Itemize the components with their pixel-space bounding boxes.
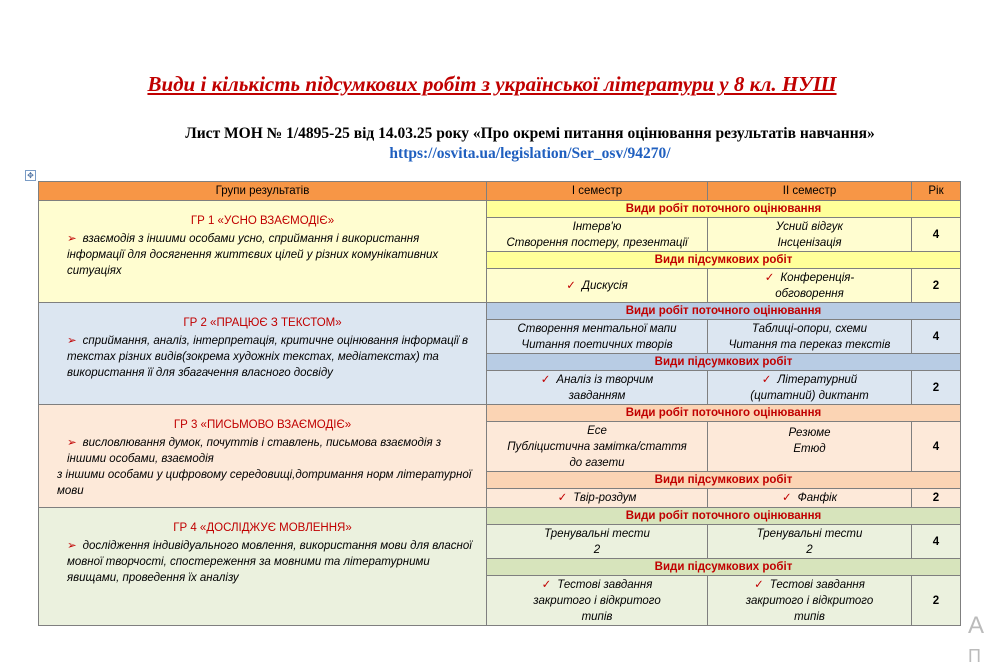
group-1-name: ГР 1 «УСНО ВЗАЄМОДІЄ» — [190, 215, 335, 227]
group-4-cell — [39, 508, 487, 626]
group-1-final-s2 — [708, 269, 912, 303]
cell-line: Конференція- — [780, 271, 855, 284]
assessment-table — [38, 181, 961, 626]
group-4-current-s1 — [487, 525, 708, 559]
group-1-current-year: 4 — [912, 218, 961, 252]
group-3-final-s1 — [487, 489, 708, 508]
group-2-name: ГР 2 «ПРАЦЮЄ З ТЕКСТОМ» — [183, 317, 342, 329]
group-1-current-label: Види робіт поточного оцінювання — [487, 201, 961, 218]
group-3-name: ГР 3 «ПИСЬМОВО ВЗАЄМОДІЄ» — [173, 419, 352, 431]
check-icon: ✓ — [761, 373, 772, 386]
cell-line: Резюме — [788, 427, 831, 439]
cell-line: Створення постеру, презентації — [506, 236, 688, 249]
cell-line: 2 — [806, 543, 813, 556]
group-4-name: ГР 4 «ДОСЛІДЖУЄ МОВЛЕННЯ» — [173, 522, 352, 534]
group-3-current-s2 — [708, 422, 912, 472]
cell-line: Тестові завдання — [769, 578, 865, 591]
group-3-final-s2 — [708, 489, 912, 508]
header-semester-1: І семестр — [487, 182, 708, 201]
group-3-current-s1 — [487, 422, 708, 472]
group-2-desc: сприймання, аналіз, інтерпретація, критичне оцінювання інформації в текстах різних видів(зокрема художніх текстах, медіатекстах) та використання її для збагачення власного досвіду — [67, 335, 469, 379]
cell-line: Інтерв'ю — [572, 220, 622, 233]
cell-line: завданням — [568, 389, 626, 402]
cell-line: Тренувальні тести — [756, 527, 863, 540]
group-4-final-label: Види підсумкових робіт — [487, 559, 961, 576]
cell-line: Створення ментальної мапи — [517, 322, 677, 335]
cell-line: Інсценізація — [777, 236, 842, 249]
group-1-final-year: 2 — [912, 269, 961, 303]
group-4-final-s2 — [708, 576, 912, 626]
header-groups: Групи результатів — [39, 182, 487, 201]
group-4-current-year: 4 — [912, 525, 961, 559]
group-3-current-label: Види робіт поточного оцінювання — [487, 405, 961, 422]
group-2-cell — [39, 303, 487, 405]
check-icon: ✓ — [541, 578, 552, 591]
group-1-current-s2 — [708, 218, 912, 252]
arrow-bullet-icon: ➢ — [67, 540, 77, 552]
cell-line: Твір-роздум — [573, 492, 637, 504]
check-icon: ✓ — [540, 373, 551, 386]
cell-line: типів — [794, 610, 825, 623]
cell-line: Читання поетичних творів — [521, 338, 673, 351]
document-subtitle: Лист МОН № 1/4895-25 від 14.03.25 року «Про окремі питання оцінювання результатів навчання» — [185, 125, 875, 142]
group-3-current-year: 4 — [912, 422, 961, 472]
cell-line: закритого і відкритого — [745, 594, 874, 607]
watermark-letter: А — [968, 612, 984, 639]
check-icon: ✓ — [764, 271, 775, 284]
arrow-bullet-icon: ➢ — [67, 335, 77, 347]
group-1-desc: взаємодія з іншими особами усно, сприймання і використання інформації для досягнення життєвих цілей у різних комунікативних ситуаціях — [67, 233, 439, 277]
watermark-letter-2: П — [968, 646, 981, 666]
arrow-bullet-icon: ➢ — [67, 233, 77, 245]
cell-line: Публіцистична замітка/стаття — [507, 440, 687, 453]
group-4-final-s1 — [487, 576, 708, 626]
check-icon: ✓ — [781, 492, 792, 504]
source-link[interactable]: https://osvita.ua/legislation/Ser_osv/94270/ — [389, 145, 671, 162]
cell-line: Тестові завдання — [557, 578, 653, 591]
cell-line: Читання та переказ текстів — [728, 338, 891, 351]
group-2-current-label: Види робіт поточного оцінювання — [487, 303, 961, 320]
group-3-desc-2: з іншими особами у цифровому середовищі,дотримання норм літературної мови — [57, 469, 472, 497]
cell-line: Тренувальні тести — [544, 527, 650, 540]
cell-line: Фанфік — [797, 492, 838, 504]
header-year: Рік — [912, 182, 961, 201]
cell-line: (цитатний) диктант — [750, 389, 869, 402]
check-icon: ✓ — [754, 578, 764, 591]
cell-line: Есе — [587, 424, 607, 437]
group-2-final-label: Види підсумкових робіт — [487, 354, 961, 371]
group-2-final-s2 — [708, 371, 912, 405]
group-2-current-year: 4 — [912, 320, 961, 354]
group-3-final-year: 2 — [912, 489, 961, 508]
cell-line: Дискусія — [581, 279, 628, 292]
check-icon: ✓ — [557, 492, 568, 504]
arrow-bullet-icon: ➢ — [67, 437, 77, 449]
group-1-final-s1 — [487, 269, 708, 303]
group-4-current-label: Види робіт поточного оцінювання — [487, 508, 961, 525]
cell-line: Усний відгук — [776, 220, 843, 233]
group-2-final-year: 2 — [912, 371, 961, 405]
cell-line: Аналіз із творчим — [556, 373, 654, 386]
group-2-current-s2 — [708, 320, 912, 354]
check-icon: ✓ — [566, 279, 576, 292]
cell-line: типів — [581, 610, 613, 623]
group-1-cell — [39, 201, 487, 303]
group-3-desc: висловлювання думок, почуттів і ставлень, письмова взаємодія з іншими особами, взаємодія — [67, 437, 442, 465]
cell-line: закритого і відкритого — [533, 594, 661, 607]
group-4-final-year: 2 — [912, 576, 961, 626]
table-move-handle-icon[interactable]: ✥ — [25, 170, 36, 181]
group-4-current-s2 — [708, 525, 912, 559]
group-4-desc: дослідження індивідуального мовлення, використання мови для власної мовної творчості, спостереження за мовними та літературними явищами, проведення їх аналізу — [67, 540, 472, 584]
group-1-current-s1 — [487, 218, 708, 252]
cell-line: Таблиці-опори, схеми — [751, 322, 868, 335]
cell-line: обговорення — [775, 287, 844, 300]
group-3-final-label: Види підсумкових робіт — [487, 472, 961, 489]
group-2-final-s1 — [487, 371, 708, 405]
cell-line: до газети — [569, 456, 625, 469]
group-1-final-label: Види підсумкових робіт — [487, 252, 961, 269]
group-2-current-s1 — [487, 320, 708, 354]
header-semester-2: ІІ семестр — [708, 182, 912, 201]
group-3-cell — [39, 405, 487, 508]
cell-line: Етюд — [793, 443, 826, 455]
page-title: Види і кількість підсумкових робіт з української літератури у 8 кл. НУШ — [147, 72, 837, 96]
cell-line: Літературний — [777, 373, 858, 386]
cell-line: 2 — [593, 543, 601, 556]
